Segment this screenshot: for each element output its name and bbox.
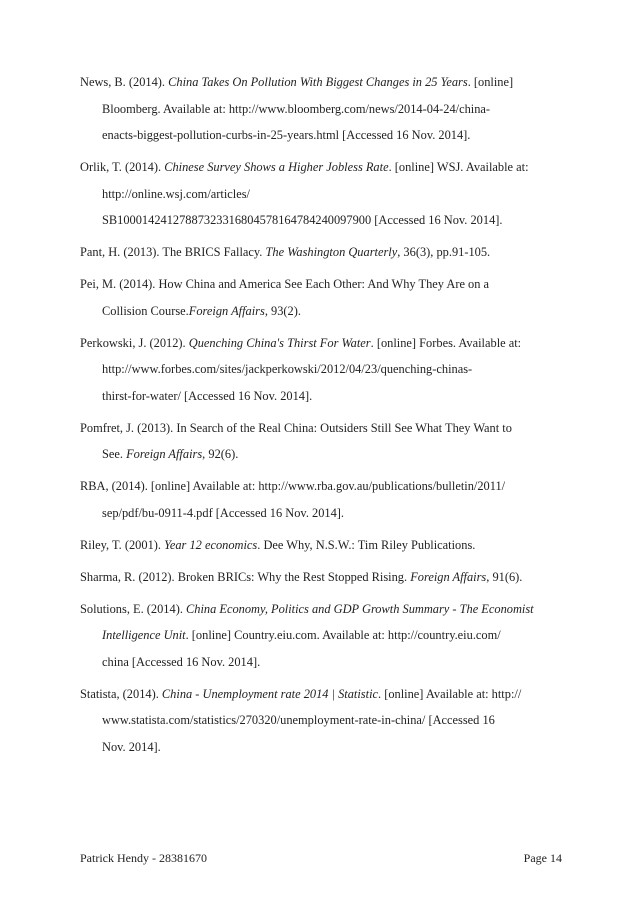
reference-line (80, 564, 564, 591)
reference-line (80, 681, 564, 708)
reference-line (80, 181, 564, 208)
reference-text: Pei, M. (2014). How China and America See Each Other: And Why They Are on a (80, 277, 490, 291)
reference-text: . [online] Forbes. Available at: (370, 335, 522, 350)
reference-line (80, 383, 564, 410)
reference-text: Collision Course. (102, 303, 189, 318)
reference-line (80, 622, 564, 649)
reference-text: china [Accessed 16 Nov. 2014]. (102, 654, 261, 669)
reference-title: Chinese Survey Shows a Higher Jobless Rate (164, 160, 389, 174)
reference-entry (80, 681, 564, 761)
footer-author: Patrick Hendy - 28381670 (80, 851, 207, 865)
reference-text: enacts-biggest-pollution-curbs-in-25-years.html [Accessed 16 Nov. 2014]. (102, 128, 471, 142)
reference-title: Year 12 economics (164, 537, 258, 552)
reference-text: http://online.wsj.com/articles/ (102, 186, 250, 201)
reference-text: Solutions, E. (2014). (80, 601, 187, 616)
reference-entry (80, 69, 564, 149)
reference-line (80, 734, 564, 761)
reference-line (80, 500, 564, 527)
reference-text: http://www.forbes.com/sites/jackperkowski/2012/04/23/quenching-chinas- (102, 362, 473, 376)
reference-title: China Economy, Politics and GDP Growth Summary - The Economist (186, 601, 534, 616)
reference-text: Bloomberg. Available at: http://www.bloomberg.com/news/2014-04-24/china- (102, 101, 491, 116)
reference-entry (80, 271, 564, 324)
reference-title: China Takes On Pollution With Biggest Changes in 25 Years (168, 75, 468, 89)
reference-text: Sharma, R. (2012). Broken BRICs: Why the Rest Stopped Rising. (80, 569, 411, 584)
reference-line (80, 69, 564, 96)
reference-text: Riley, T. (2001). (80, 537, 165, 552)
reference-text: . Dee Why, N.S.W.: Tim Riley Publications. (257, 537, 476, 552)
reference-text: , 36(3), pp.91-105. (397, 245, 491, 259)
reference-text: . [online] Country.eiu.com. Available at: http://country.eiu.com/ (185, 628, 501, 642)
reference-text: , 93(2). (264, 303, 301, 318)
reference-line (80, 532, 564, 559)
reference-entry (80, 415, 564, 468)
reference-entry (80, 596, 564, 676)
reference-line (80, 441, 564, 468)
reference-title: China - Unemployment rate 2014 | Statistic (161, 686, 379, 701)
reference-list (80, 69, 564, 766)
reference-line (80, 207, 564, 234)
reference-line (80, 239, 564, 266)
reference-text: RBA, (2014). [online] Available at: http://www.rba.gov.au/publications/bulletin/2011/ (80, 479, 506, 493)
reference-line (80, 154, 564, 181)
reference-title: The Washington Quarterly (265, 245, 398, 259)
footer-page-number: Page 14 (523, 851, 562, 865)
reference-text: thirst-for-water/ [Accessed 16 Nov. 2014]. (102, 388, 313, 403)
reference-text: , 92(6). (202, 447, 239, 461)
reference-entry (80, 239, 564, 266)
reference-title: Quenching China's Thirst For Water (188, 335, 371, 350)
reference-entry (80, 154, 564, 234)
reference-text: Pant, H. (2013). The BRICS Fallacy. (80, 245, 266, 259)
reference-line (80, 298, 564, 325)
reference-line (80, 96, 564, 123)
reference-title: Foreign Affairs (410, 569, 487, 584)
reference-text: www.statista.com/statistics/270320/unemployment-rate-in-china/ [Accessed 16 (102, 713, 495, 727)
reference-title: Foreign Affairs (188, 303, 265, 318)
reference-line (80, 415, 564, 442)
reference-line (80, 649, 564, 676)
reference-text: . [online] (467, 75, 514, 89)
reference-text: Perkowski, J. (2012). (80, 335, 189, 350)
reference-text: . [online] Available at: http:// (378, 686, 522, 701)
reference-line (80, 473, 564, 500)
reference-entry (80, 564, 564, 591)
reference-line (80, 271, 564, 298)
reference-text: Statista, (2014). (80, 686, 162, 701)
reference-title: Intelligence Unit (102, 628, 186, 642)
reference-text: SB10001424127887323316804578164784240097900 [Accessed 16 Nov. 2014]. (102, 213, 503, 227)
reference-line (80, 356, 564, 383)
reference-entry (80, 532, 564, 559)
reference-line (80, 122, 564, 149)
reference-text: Nov. 2014]. (102, 739, 161, 754)
reference-text: . [online] WSJ. Available at: (388, 160, 529, 174)
reference-line (80, 330, 564, 357)
reference-text: News, B. (2014). (80, 75, 169, 89)
reference-entry (80, 330, 564, 410)
reference-text: sep/pdf/bu-0911-4.pdf [Accessed 16 Nov. 2014]. (102, 505, 345, 520)
reference-entry (80, 473, 564, 526)
reference-text: , 91(6). (486, 569, 523, 584)
reference-title: Foreign Affairs (126, 447, 203, 461)
reference-text: Orlik, T. (2014). (80, 160, 165, 174)
reference-text: See. (102, 447, 127, 461)
reference-text: Pomfret, J. (2013). In Search of the Real China: Outsiders Still See What They Want to (80, 420, 512, 435)
reference-line (80, 707, 564, 734)
reference-line (80, 596, 564, 623)
